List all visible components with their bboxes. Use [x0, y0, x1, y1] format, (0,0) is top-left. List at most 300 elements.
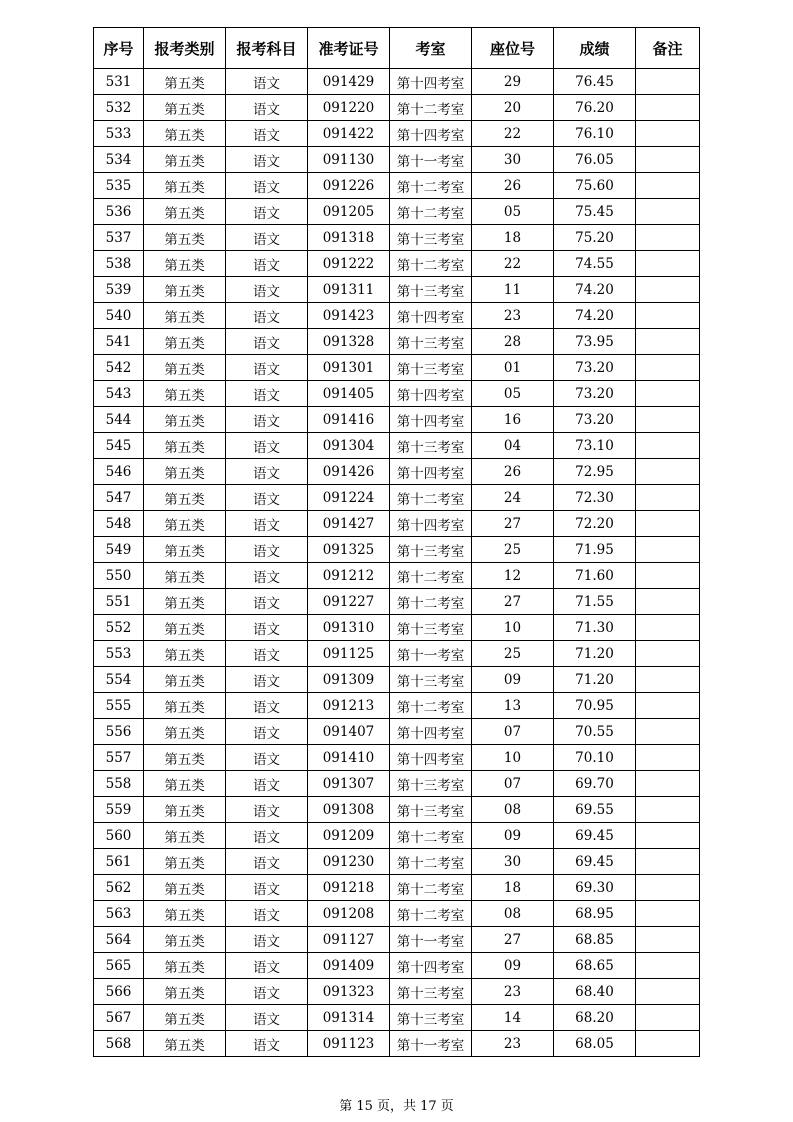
cell-ticket-number: 091205 — [308, 199, 390, 225]
cell-score: 69.30 — [554, 875, 636, 901]
page-footer: 第 15 页，共 17 页 — [339, 1099, 454, 1114]
cell-ticket-number: 091307 — [308, 771, 390, 797]
cell-ticket-number: 091407 — [308, 719, 390, 745]
cell-score: 73.20 — [554, 381, 636, 407]
cell-subject: 语文 — [226, 537, 308, 563]
cell-score: 73.20 — [554, 407, 636, 433]
cell-score: 69.55 — [554, 797, 636, 823]
cell-subject: 语文 — [226, 875, 308, 901]
cell-exam-room: 第十三考室 — [390, 277, 472, 303]
cell-score: 75.45 — [554, 199, 636, 225]
cell-seat: 08 — [472, 901, 554, 927]
cell-exam-room: 第十三考室 — [390, 1005, 472, 1031]
cell-score: 71.20 — [554, 667, 636, 693]
table-row — [94, 1031, 700, 1057]
cell-subject: 语文 — [226, 121, 308, 147]
cell-remarks — [636, 459, 700, 485]
cell-ticket-number: 091405 — [308, 381, 390, 407]
cell-seat: 10 — [472, 745, 554, 771]
cell-subject: 语文 — [226, 355, 308, 381]
table-row — [94, 537, 700, 563]
table-row — [94, 303, 700, 329]
cell-seq: 542 — [94, 355, 144, 381]
cell-seq: 532 — [94, 95, 144, 121]
cell-remarks — [636, 485, 700, 511]
cell-score: 69.45 — [554, 849, 636, 875]
cell-ticket-number: 091429 — [308, 69, 390, 95]
cell-seat: 09 — [472, 667, 554, 693]
cell-subject: 语文 — [226, 147, 308, 173]
cell-seq: 550 — [94, 563, 144, 589]
cell-ticket-number: 091218 — [308, 875, 390, 901]
cell-subject: 语文 — [226, 251, 308, 277]
table-row — [94, 277, 700, 303]
cell-seq: 553 — [94, 641, 144, 667]
cell-seat: 27 — [472, 589, 554, 615]
cell-seat: 09 — [472, 823, 554, 849]
header-ticket-number: 准考证号 — [308, 28, 390, 69]
table-row — [94, 459, 700, 485]
cell-subject: 语文 — [226, 901, 308, 927]
cell-score: 68.95 — [554, 901, 636, 927]
cell-ticket-number: 091309 — [308, 667, 390, 693]
cell-subject: 语文 — [226, 1005, 308, 1031]
cell-remarks — [636, 537, 700, 563]
cell-exam-room: 第十三考室 — [390, 615, 472, 641]
cell-ticket-number: 091423 — [308, 303, 390, 329]
cell-ticket-number: 091314 — [308, 1005, 390, 1031]
cell-seq: 551 — [94, 589, 144, 615]
cell-seat: 20 — [472, 95, 554, 121]
cell-ticket-number: 091426 — [308, 459, 390, 485]
cell-exam-room: 第十二考室 — [390, 563, 472, 589]
cell-exam-room: 第十四考室 — [390, 381, 472, 407]
cell-category: 第五类 — [144, 355, 226, 381]
cell-seat: 25 — [472, 641, 554, 667]
cell-category: 第五类 — [144, 1031, 226, 1057]
cell-seq: 545 — [94, 433, 144, 459]
table-row — [94, 771, 700, 797]
cell-remarks — [636, 563, 700, 589]
cell-seat: 05 — [472, 199, 554, 225]
cell-category: 第五类 — [144, 771, 226, 797]
cell-category: 第五类 — [144, 173, 226, 199]
cell-remarks — [636, 511, 700, 537]
cell-remarks — [636, 433, 700, 459]
cell-seq: 557 — [94, 745, 144, 771]
cell-seat: 23 — [472, 303, 554, 329]
table-row — [94, 381, 700, 407]
cell-exam-room: 第十二考室 — [390, 693, 472, 719]
header-category: 报考类别 — [144, 28, 226, 69]
cell-ticket-number: 091409 — [308, 953, 390, 979]
cell-score: 71.60 — [554, 563, 636, 589]
cell-ticket-number: 091212 — [308, 563, 390, 589]
cell-exam-room: 第十一考室 — [390, 1031, 472, 1057]
cell-subject: 语文 — [226, 407, 308, 433]
cell-seq: 552 — [94, 615, 144, 641]
cell-category: 第五类 — [144, 1005, 226, 1031]
cell-ticket-number: 091226 — [308, 173, 390, 199]
cell-remarks — [636, 1005, 700, 1031]
cell-subject: 语文 — [226, 745, 308, 771]
cell-score: 72.30 — [554, 485, 636, 511]
cell-subject: 语文 — [226, 953, 308, 979]
cell-subject: 语文 — [226, 589, 308, 615]
cell-seq: 560 — [94, 823, 144, 849]
cell-subject: 语文 — [226, 69, 308, 95]
cell-category: 第五类 — [144, 823, 226, 849]
cell-ticket-number: 091220 — [308, 95, 390, 121]
cell-score: 68.65 — [554, 953, 636, 979]
table-row — [94, 797, 700, 823]
cell-subject: 语文 — [226, 459, 308, 485]
cell-remarks — [636, 121, 700, 147]
cell-exam-room: 第十三考室 — [390, 433, 472, 459]
cell-score: 71.20 — [554, 641, 636, 667]
cell-remarks — [636, 771, 700, 797]
cell-seq: 555 — [94, 693, 144, 719]
cell-category: 第五类 — [144, 667, 226, 693]
cell-seq: 537 — [94, 225, 144, 251]
cell-seq: 543 — [94, 381, 144, 407]
cell-seq: 554 — [94, 667, 144, 693]
table-row — [94, 641, 700, 667]
cell-category: 第五类 — [144, 693, 226, 719]
cell-category: 第五类 — [144, 979, 226, 1005]
cell-seat: 26 — [472, 459, 554, 485]
cell-ticket-number: 091325 — [308, 537, 390, 563]
cell-category: 第五类 — [144, 459, 226, 485]
table-row — [94, 849, 700, 875]
cell-category: 第五类 — [144, 381, 226, 407]
table-row — [94, 1005, 700, 1031]
cell-seat: 30 — [472, 849, 554, 875]
cell-exam-room: 第十四考室 — [390, 407, 472, 433]
cell-exam-room: 第十四考室 — [390, 953, 472, 979]
cell-score: 74.20 — [554, 303, 636, 329]
cell-remarks — [636, 797, 700, 823]
cell-exam-room: 第十二考室 — [390, 251, 472, 277]
cell-remarks — [636, 615, 700, 641]
cell-subject: 语文 — [226, 303, 308, 329]
cell-seat: 28 — [472, 329, 554, 355]
cell-exam-room: 第十一考室 — [390, 927, 472, 953]
cell-seq: 536 — [94, 199, 144, 225]
table-row — [94, 979, 700, 1005]
cell-exam-room: 第十四考室 — [390, 303, 472, 329]
cell-exam-room: 第十一考室 — [390, 147, 472, 173]
cell-exam-room: 第十二考室 — [390, 485, 472, 511]
table-row — [94, 121, 700, 147]
cell-seq: 546 — [94, 459, 144, 485]
cell-subject: 语文 — [226, 225, 308, 251]
cell-score: 76.05 — [554, 147, 636, 173]
cell-remarks — [636, 303, 700, 329]
cell-category: 第五类 — [144, 745, 226, 771]
table-row — [94, 407, 700, 433]
cell-seat: 12 — [472, 563, 554, 589]
cell-score: 68.20 — [554, 1005, 636, 1031]
cell-seat: 27 — [472, 511, 554, 537]
cell-ticket-number: 091310 — [308, 615, 390, 641]
cell-score: 71.55 — [554, 589, 636, 615]
cell-score: 70.10 — [554, 745, 636, 771]
cell-score: 68.85 — [554, 927, 636, 953]
cell-seat: 22 — [472, 121, 554, 147]
cell-seat: 07 — [472, 771, 554, 797]
cell-remarks — [636, 875, 700, 901]
cell-ticket-number: 091123 — [308, 1031, 390, 1057]
table-row — [94, 95, 700, 121]
cell-subject: 语文 — [226, 95, 308, 121]
cell-seat: 30 — [472, 147, 554, 173]
header-subject: 报考科目 — [226, 28, 308, 69]
cell-seat: 10 — [472, 615, 554, 641]
cell-remarks — [636, 225, 700, 251]
cell-seat: 18 — [472, 225, 554, 251]
cell-subject: 语文 — [226, 927, 308, 953]
cell-seq: 541 — [94, 329, 144, 355]
cell-exam-room: 第十二考室 — [390, 199, 472, 225]
cell-exam-room: 第十三考室 — [390, 355, 472, 381]
cell-score: 74.55 — [554, 251, 636, 277]
cell-ticket-number: 091230 — [308, 849, 390, 875]
cell-remarks — [636, 173, 700, 199]
cell-remarks — [636, 69, 700, 95]
cell-category: 第五类 — [144, 901, 226, 927]
header-seq: 序号 — [94, 28, 144, 69]
cell-ticket-number: 091130 — [308, 147, 390, 173]
cell-seat: 14 — [472, 1005, 554, 1031]
cell-ticket-number: 091304 — [308, 433, 390, 459]
cell-ticket-number: 091125 — [308, 641, 390, 667]
cell-exam-room: 第十四考室 — [390, 511, 472, 537]
cell-seat: 04 — [472, 433, 554, 459]
cell-ticket-number: 091213 — [308, 693, 390, 719]
cell-exam-room: 第十二考室 — [390, 823, 472, 849]
cell-seat: 22 — [472, 251, 554, 277]
cell-seat: 29 — [472, 69, 554, 95]
cell-exam-room: 第十三考室 — [390, 797, 472, 823]
cell-remarks — [636, 355, 700, 381]
cell-score: 69.45 — [554, 823, 636, 849]
cell-remarks — [636, 147, 700, 173]
cell-seq: 544 — [94, 407, 144, 433]
cell-remarks — [636, 277, 700, 303]
cell-category: 第五类 — [144, 927, 226, 953]
cell-category: 第五类 — [144, 849, 226, 875]
cell-remarks — [636, 407, 700, 433]
cell-score: 70.95 — [554, 693, 636, 719]
table-row — [94, 225, 700, 251]
cell-score: 73.10 — [554, 433, 636, 459]
table-row — [94, 173, 700, 199]
cell-category: 第五类 — [144, 485, 226, 511]
table-row — [94, 511, 700, 537]
cell-score: 71.30 — [554, 615, 636, 641]
cell-score: 73.20 — [554, 355, 636, 381]
cell-remarks — [636, 979, 700, 1005]
cell-ticket-number: 091410 — [308, 745, 390, 771]
cell-subject: 语文 — [226, 1031, 308, 1057]
table-row — [94, 433, 700, 459]
cell-category: 第五类 — [144, 303, 226, 329]
cell-category: 第五类 — [144, 277, 226, 303]
cell-exam-room: 第十二考室 — [390, 173, 472, 199]
cell-subject: 语文 — [226, 563, 308, 589]
cell-seq: 531 — [94, 69, 144, 95]
table-row — [94, 589, 700, 615]
cell-seat: 05 — [472, 381, 554, 407]
cell-exam-room: 第十四考室 — [390, 69, 472, 95]
cell-seq: 558 — [94, 771, 144, 797]
score-table — [93, 27, 700, 1057]
cell-seq: 534 — [94, 147, 144, 173]
table-row — [94, 251, 700, 277]
cell-score: 72.20 — [554, 511, 636, 537]
cell-exam-room: 第十四考室 — [390, 745, 472, 771]
cell-exam-room: 第十四考室 — [390, 121, 472, 147]
cell-remarks — [636, 849, 700, 875]
cell-category: 第五类 — [144, 537, 226, 563]
cell-subject: 语文 — [226, 485, 308, 511]
cell-category: 第五类 — [144, 563, 226, 589]
cell-category: 第五类 — [144, 251, 226, 277]
cell-remarks — [636, 251, 700, 277]
table-row — [94, 953, 700, 979]
cell-exam-room: 第十四考室 — [390, 459, 472, 485]
cell-ticket-number: 091127 — [308, 927, 390, 953]
cell-ticket-number: 091416 — [308, 407, 390, 433]
cell-category: 第五类 — [144, 953, 226, 979]
cell-remarks — [636, 329, 700, 355]
cell-seat: 23 — [472, 979, 554, 1005]
cell-seat: 26 — [472, 173, 554, 199]
table-row — [94, 69, 700, 95]
cell-remarks — [636, 1031, 700, 1057]
cell-remarks — [636, 95, 700, 121]
cell-subject: 语文 — [226, 667, 308, 693]
cell-category: 第五类 — [144, 875, 226, 901]
cell-seat: 23 — [472, 1031, 554, 1057]
cell-subject: 语文 — [226, 277, 308, 303]
table-row — [94, 199, 700, 225]
cell-remarks — [636, 927, 700, 953]
cell-ticket-number: 091318 — [308, 225, 390, 251]
cell-score: 69.70 — [554, 771, 636, 797]
cell-category: 第五类 — [144, 225, 226, 251]
cell-remarks — [636, 953, 700, 979]
cell-exam-room: 第十一考室 — [390, 641, 472, 667]
cell-subject: 语文 — [226, 641, 308, 667]
cell-remarks — [636, 667, 700, 693]
cell-seq: 564 — [94, 927, 144, 953]
cell-ticket-number: 091208 — [308, 901, 390, 927]
cell-category: 第五类 — [144, 615, 226, 641]
table-row — [94, 329, 700, 355]
cell-category: 第五类 — [144, 511, 226, 537]
cell-seq: 556 — [94, 719, 144, 745]
table-row — [94, 823, 700, 849]
cell-seat: 09 — [472, 953, 554, 979]
cell-category: 第五类 — [144, 329, 226, 355]
cell-subject: 语文 — [226, 381, 308, 407]
cell-seat: 07 — [472, 719, 554, 745]
cell-ticket-number: 091301 — [308, 355, 390, 381]
cell-score: 76.10 — [554, 121, 636, 147]
table-row — [94, 485, 700, 511]
cell-exam-room: 第十三考室 — [390, 667, 472, 693]
cell-subject: 语文 — [226, 771, 308, 797]
cell-seq: 539 — [94, 277, 144, 303]
cell-subject: 语文 — [226, 329, 308, 355]
cell-subject: 语文 — [226, 849, 308, 875]
cell-seat: 01 — [472, 355, 554, 381]
cell-category: 第五类 — [144, 121, 226, 147]
cell-seq: 561 — [94, 849, 144, 875]
cell-seq: 540 — [94, 303, 144, 329]
cell-category: 第五类 — [144, 433, 226, 459]
cell-exam-room: 第十三考室 — [390, 537, 472, 563]
cell-seq: 563 — [94, 901, 144, 927]
cell-subject: 语文 — [226, 173, 308, 199]
cell-category: 第五类 — [144, 641, 226, 667]
cell-exam-room: 第十二考室 — [390, 849, 472, 875]
cell-ticket-number: 091311 — [308, 277, 390, 303]
header-remarks: 备注 — [636, 28, 700, 69]
cell-remarks — [636, 693, 700, 719]
cell-score: 74.20 — [554, 277, 636, 303]
cell-seq: 535 — [94, 173, 144, 199]
cell-score: 68.05 — [554, 1031, 636, 1057]
cell-exam-room: 第十二考室 — [390, 95, 472, 121]
table-row — [94, 693, 700, 719]
cell-exam-room: 第十二考室 — [390, 589, 472, 615]
cell-ticket-number: 091323 — [308, 979, 390, 1005]
cell-seq: 568 — [94, 1031, 144, 1057]
cell-exam-room: 第十三考室 — [390, 771, 472, 797]
cell-category: 第五类 — [144, 199, 226, 225]
table-row — [94, 875, 700, 901]
cell-ticket-number: 091427 — [308, 511, 390, 537]
cell-seq: 549 — [94, 537, 144, 563]
table-row — [94, 355, 700, 381]
header-score: 成绩 — [554, 28, 636, 69]
cell-subject: 语文 — [226, 719, 308, 745]
cell-seq: 547 — [94, 485, 144, 511]
cell-exam-room: 第十二考室 — [390, 875, 472, 901]
cell-ticket-number: 091328 — [308, 329, 390, 355]
cell-seat: 08 — [472, 797, 554, 823]
cell-score: 71.95 — [554, 537, 636, 563]
cell-seat: 25 — [472, 537, 554, 563]
cell-ticket-number: 091308 — [308, 797, 390, 823]
cell-category: 第五类 — [144, 95, 226, 121]
cell-seq: 559 — [94, 797, 144, 823]
cell-category: 第五类 — [144, 589, 226, 615]
cell-exam-room: 第十三考室 — [390, 329, 472, 355]
table-row — [94, 901, 700, 927]
cell-remarks — [636, 823, 700, 849]
cell-seat: 18 — [472, 875, 554, 901]
cell-score: 76.20 — [554, 95, 636, 121]
cell-exam-room: 第十三考室 — [390, 979, 472, 1005]
cell-subject: 语文 — [226, 199, 308, 225]
cell-subject: 语文 — [226, 511, 308, 537]
cell-ticket-number: 091422 — [308, 121, 390, 147]
cell-remarks — [636, 589, 700, 615]
